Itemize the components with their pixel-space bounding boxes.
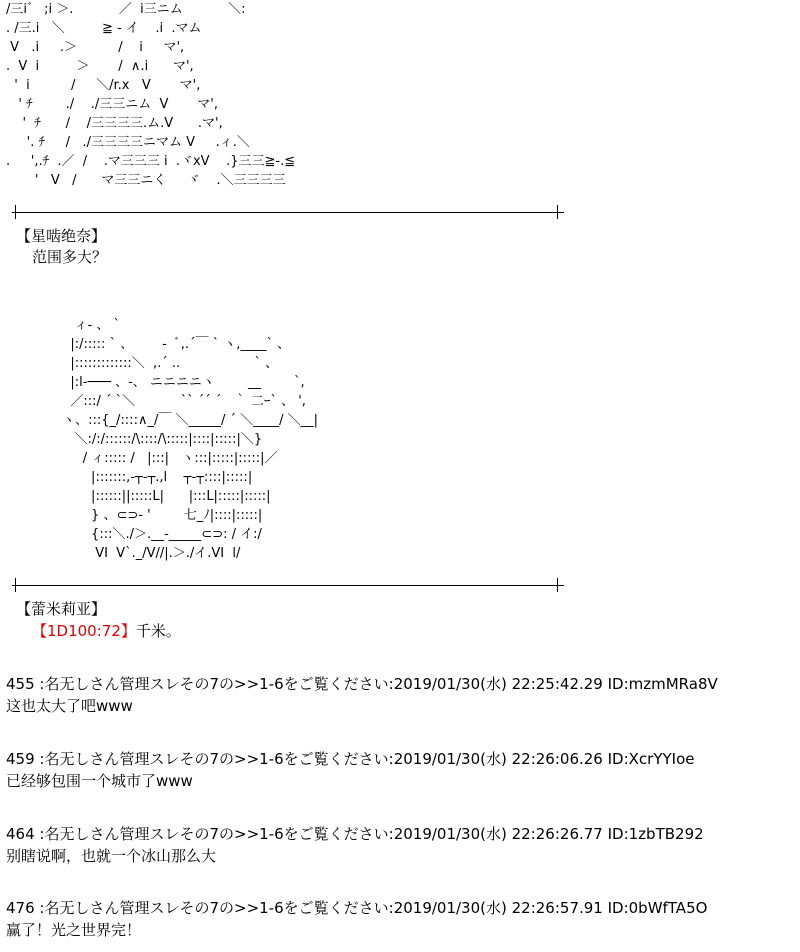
dialogue-line-1: 范围多大？ [32,248,108,266]
post-header-459: 459 :名无しさん管理スレその7の>>1-6をご覧ください:2019/01/30(水) 22:26:06.26 ID:XcrYYIoe [6,750,695,768]
speaker-name-1: 【星啮绝奈】 [16,227,107,245]
divider-1-left-tick [15,205,16,219]
ascii-art-scene-1: /三i゛ ;i ＞. ／ i三ニム ＼: . /三.i ＼ ≧ - イ .i .マム V .i .＞ / i マ', . V i ＞ / ∧.i マ', ' i / ＼/r.x V マ', ' ﾁ ./ ./三三ニム V マ', ' ﾁ / /三三三三.ム.V .マ', '. ﾁ / ./三三三三ニマム V .ィ.＼ . ',.ﾁ .／ / .マ三三三 i .ヾxV .}三三≧-.≦ ' V / マ三三ニく ヾ .＼三三三三 [6,2,296,188]
dice-roll: 【1D100:72】 [32,622,136,640]
speaker-name-2: 【蕾米莉亚】 [16,600,107,618]
dialogue-text-2: 千米。 [135,622,181,640]
divider-1-right-tick [557,205,558,219]
post-header-455: 455 :名无しさん管理スレその7の>>1-6をご覧ください:2019/01/30(水) 22:25:42.29 ID:mzmMRa8V [6,675,718,693]
post-header-476: 476 :名无しさん管理スレその7の>>1-6をご覧ください:2019/01/30(水) 22:26:57.91 ID:0bWfTA5O [6,899,708,917]
post-body-476: 赢了！光之世界完！ [6,921,142,939]
post-body-459: 已经够包围一个城市了www [6,772,193,790]
ascii-art-scene-2: ィ- 、 ` |:/::::: ` 、 - ﾞ,.´￣ ` ヽ,____` 、 |:::::::::::::＼ ,.´ .. ` 、 |:l-─── 、-、 ニニニニヽ __ `, ／:::/ ´ `＼ `` ´´ ´ ｀ 二ｰ` 、 ', ヽ、:::{_/::::∧_/￣ ＼_____/ ´ ＼____/ ＼__| ＼:/:/::::::/\::::/\:::::|::::|:::::|＼} / ィ::::: / |:::| ヽ:::|:::::|:::::|／ |:::::::,-┬-┬.,l ┬-┬::::|:::::| |::::::||:::::L| |:::L|:::::|:::::| } 、⊂⊃- ' 七_ﾉ|::::|:::::| {:::＼./＞.__-_____⊂⊃: / イ:/ VI V`._/V//|.＞./イ.VI l/ [62,318,319,561]
scene-divider-1 [12,212,564,213]
scene-divider-2 [12,585,564,586]
dialogue-line-2 [32,620,181,641]
post-body-464: 别瞎说啊，也就一个冰山那么大 [6,847,217,865]
post-body-455: 这也太大了吧www [6,697,133,715]
divider-2-left-tick [15,578,16,592]
divider-2-right-tick [557,578,558,592]
post-header-464: 464 :名无しさん管理スレその7の>>1-6をご覧ください:2019/01/30(水) 22:26:26.77 ID:1zbTB292 [6,825,704,843]
